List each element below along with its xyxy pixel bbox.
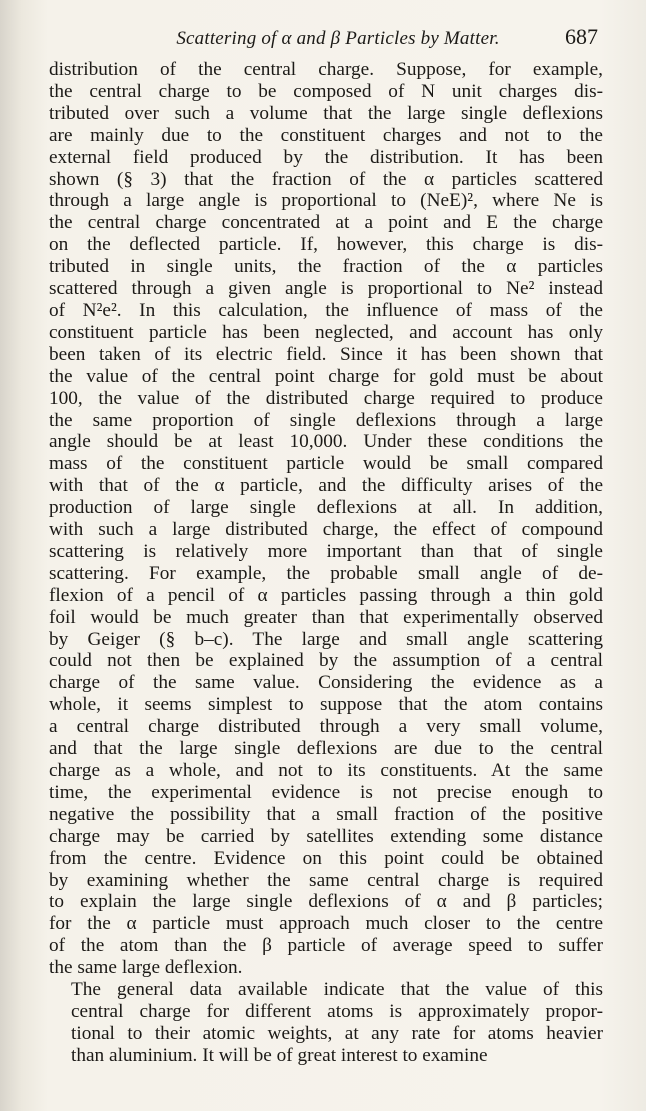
text-line: are mainly due to the constituent charges and not to the [49,124,603,146]
text-line: mass of the constituent particle would be small compared [49,453,603,475]
text-line: of N²e². In this calculation, the influence of mass of the [49,299,603,321]
text-line: with that of the α particle, and the difficulty arises of the [49,475,603,497]
text-line: angle should be at least 10,000. Under these conditions the [49,431,603,453]
text-line: the central charge concentrated at a point and E the charge [49,212,603,234]
text-line: charge of the same value. Considering the evidence as a [49,672,603,694]
text-line: constituent particle has been neglected, and account has only [49,321,603,343]
text-line: for the α particle must approach much closer to the centre [49,913,603,935]
text-line: the central charge to be composed of N unit charges dis- [49,80,603,102]
text-line: on the deflected particle. If, however, this charge is dis- [49,234,603,256]
text-line: from the centre. Evidence on this point could be obtained [49,847,603,869]
text-line: negative the possibility that a small fraction of the positive [49,803,603,825]
text-line: tributed in single units, the fraction of the α particles [49,256,603,278]
text-line: scattering. For example, the probable small angle of de- [49,562,603,584]
text-line: by examining whether the same central charge is required [49,869,603,891]
text-line: shown (§ 3) that the fraction of the α particles scattered [49,168,603,190]
text-line: The general data available indicate that the value of this [71,979,603,1001]
text-line: through a large angle is proportional to (NeE)², where Ne is [49,190,603,212]
text-line: than aluminium. It will be of great interest to examine [71,1044,488,1066]
page-number: 687 [565,24,598,49]
text-line: production of large single deflexions at all. In addition, [49,497,603,519]
text-line: charge may be carried by satellites extending some distance [49,825,603,847]
text-line: tributed over such a volume that the large single deflexions [49,102,603,124]
text-line: central charge for different atoms is approximately propor- [71,1000,603,1022]
text-line: distribution of the central charge. Suppose, for example, [49,59,603,80]
text-line: could not then be explained by the assumption of a central [49,650,603,672]
text-line: charge as a whole, and not to its constituents. At the same [49,760,603,781]
text-line: external field produced by the distribution. It has been [49,146,603,168]
text-line: to explain the large single deflexions of α and β particles; [49,891,603,913]
text-line: the value of the central point charge for gold must be about [49,365,603,387]
text-line: flexion of a pencil of α particles passing through a thin gold [49,584,603,606]
running-title: Scattering of α and β Particles by Matter. [176,28,500,49]
text-line: of the atom than the β particle of average speed to suffer [49,935,603,957]
text-line: the same proportion of single deflexions through a large [49,409,603,431]
page-header [48,22,598,52]
paragraph [49,979,603,1067]
paragraph [49,59,603,979]
body-text [49,59,603,1067]
text-line: the same large deflexion. [49,957,243,979]
text-line: 100, the value of the distributed charge required to produce [49,387,603,409]
text-line: a central charge distributed through a very small volume, [49,716,603,738]
text-line: scattering is relatively more important than that of single [49,540,603,562]
text-line: scattered through a given angle is proportional to Ne² instead [49,278,603,300]
text-line: and that the large single deflexions are due to the central [49,738,603,760]
text-line: foil would be much greater than that experimentally observed [49,606,603,628]
text-line: with such a large distributed charge, the effect of compound [49,519,603,541]
text-line: whole, it seems simplest to suppose that the atom contains [49,694,603,716]
text-line: by Geiger (§ b–c). The large and small angle scattering [49,628,603,650]
text-line: been taken of its electric field. Since it has been shown that [49,343,603,365]
text-line: tional to their atomic weights, at any rate for atoms heavier [71,1022,603,1044]
text-line: time, the experimental evidence is not precise enough to [49,781,603,803]
